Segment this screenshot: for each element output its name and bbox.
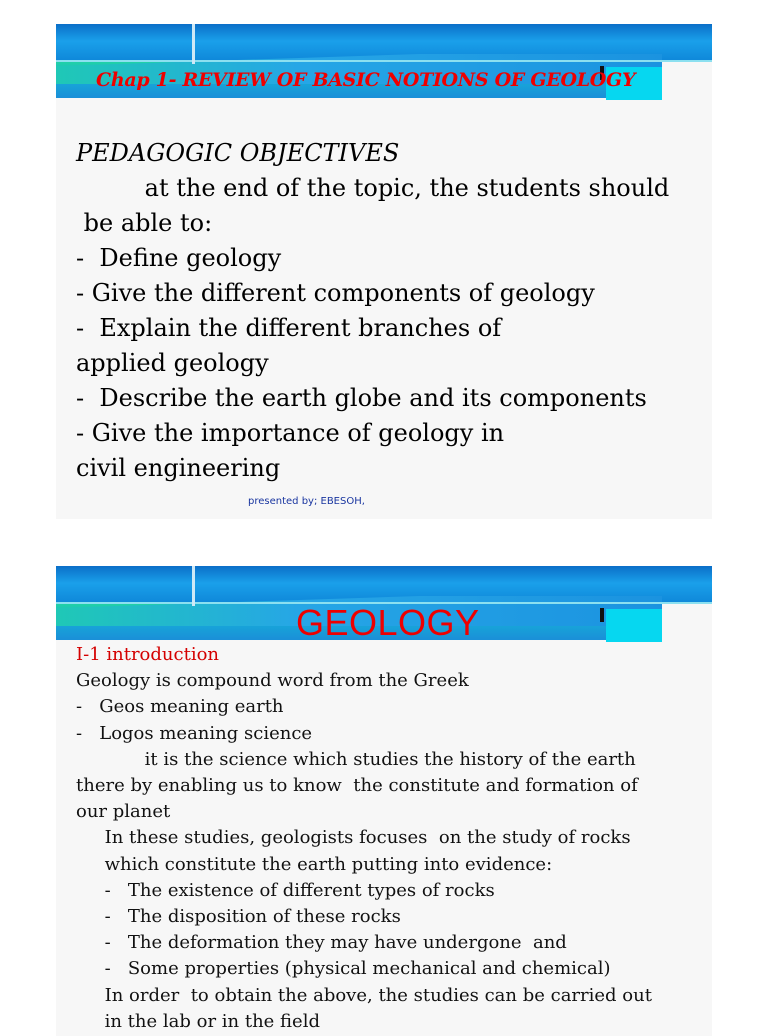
objective-line: - Explain the different branches of <box>76 314 502 342</box>
banner-marker <box>600 608 604 622</box>
objective-line: - Define geology <box>76 244 282 272</box>
presenter-credit: presented by; EBESOH, <box>248 496 365 507</box>
objectives-heading: PEDAGOGIC OBJECTIVES <box>76 139 400 167</box>
body-line: - Some properties (physical mechanical and chemical) <box>76 958 611 980</box>
introduction-body <box>76 642 706 1035</box>
body-line: In order to obtain the above, the studies can be carried out <box>76 984 652 1006</box>
body-line: - The existence of different types of rocks <box>76 879 495 901</box>
objective-line: applied geology <box>76 349 269 377</box>
body-line: In these studies, geologists focuses on the study of rocks <box>76 827 631 849</box>
body-line: - The deformation they may have undergone and <box>76 932 567 954</box>
body-line: - Logos meaning science <box>76 722 313 744</box>
objective-line: - Give the different components of geology <box>76 279 595 307</box>
banner-divider <box>192 24 195 64</box>
objectives-body <box>76 136 706 486</box>
objective-line: be able to: <box>76 209 213 237</box>
slide-2 <box>56 566 712 1036</box>
slide-1 <box>56 24 712 519</box>
body-line: it is the science which studies the history of the earth <box>76 748 636 770</box>
section-heading: I-1 introduction <box>76 644 220 665</box>
body-line: which constitute the earth putting into evidence: <box>76 853 553 875</box>
chapter-title: Chap 1- REVIEW OF BASIC NOTIONS OF GEOLOGY <box>96 69 636 91</box>
body-line: in the lab or in the field <box>76 1010 320 1032</box>
body-line: - Geos meaning earth <box>76 696 284 718</box>
body-line: Geology is compound word from the Greek <box>76 670 469 692</box>
objective-line: - Describe the earth globe and its components <box>76 384 647 412</box>
banner-divider <box>192 566 195 606</box>
objective-line: - Give the importance of geology in <box>76 419 505 447</box>
body-line: our planet <box>76 801 171 823</box>
slide-title: GEOLOGY <box>296 602 480 643</box>
body-line: there by enabling us to know the constitute and formation of <box>76 775 638 797</box>
objective-line: civil engineering <box>76 454 281 482</box>
objective-line: at the end of the topic, the students should <box>76 174 670 202</box>
body-line: - The disposition of these rocks <box>76 906 401 928</box>
banner-cyan-block <box>606 609 662 642</box>
